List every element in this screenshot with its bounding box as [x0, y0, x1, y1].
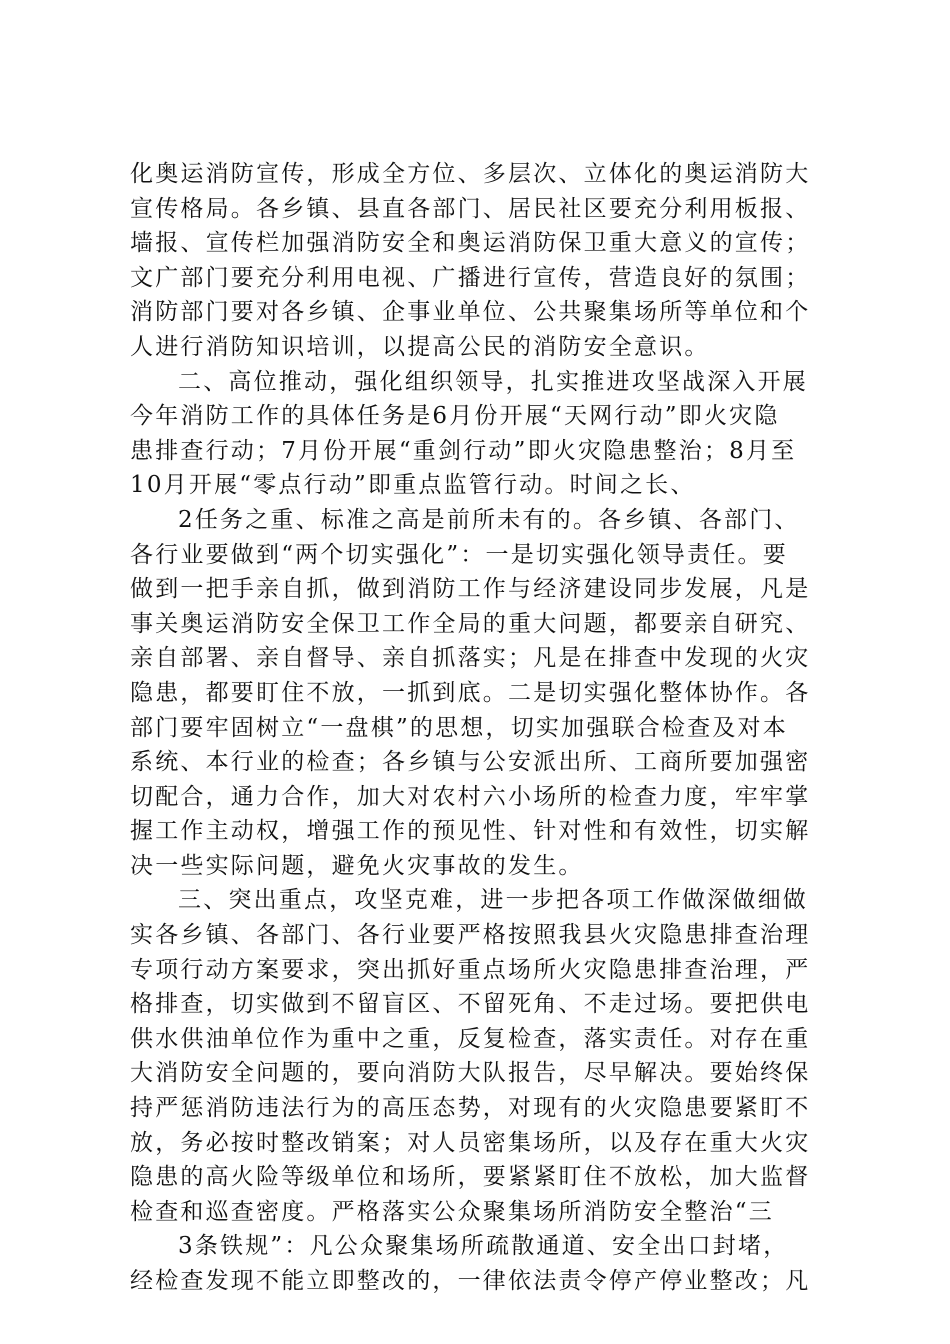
- text-line: 人进行消防知识培训，以提高公民的消防安全意识。: [130, 333, 710, 360]
- text-line: 放，务必按时整改销案；对人员密集场所，以及存在重大火灾: [130, 1129, 811, 1156]
- text-line: 供水供油单位作为重中之重，反复检查，落实责任。对存在重: [130, 1025, 811, 1052]
- text-line: 切配合，通力合作，加大对农村六小场所的检查力度，牢牢掌: [130, 783, 811, 810]
- text-line: 握工作主动权，增强工作的预见性、针对性和有效性，切实解: [130, 818, 811, 845]
- text-line: 10月开展“零点行动”即重点监管行动。时间之长、: [130, 472, 696, 499]
- text-line: 部门要牢固树立“一盘棋”的思想，切实加强联合检查及对本: [130, 714, 788, 741]
- text-line: 经检查发现不能立即整改的，一律依法责令停产停业整改；凡: [130, 1268, 811, 1294]
- text-line: 实各乡镇、各部门、各行业要严格按照我县火灾隐患排查治理: [130, 922, 811, 949]
- text-line: 决一些实际问题，避免火灾事故的发生。: [130, 852, 584, 879]
- text-line: 化奥运消防宣传，形成全方位、多层次、立体化的奥运消防大: [130, 161, 811, 187]
- text-line: 消防部门要对各乡镇、企事业单位、公共聚集场所等单位和个: [130, 299, 811, 326]
- text-line: 事关奥运消防安全保卫工作全局的重大问题，都要亲自研究、: [130, 610, 811, 637]
- text-line: 墙报、宣传栏加强消防安全和奥运消防保卫重大意义的宣传；: [130, 230, 811, 257]
- text-line: 文广部门要充分利用电视、广播进行宣传，营造良好的氛围；: [130, 264, 811, 291]
- text-line: 专项行动方案要求，突出抓好重点场所火灾隐患排查治理，严: [130, 956, 811, 983]
- text-line: 患排查行动；7月份开展“重剑行动”即火灾隐患整治；8月至: [130, 437, 797, 464]
- text-line: 宣传格局。各乡镇、县直各部门、居民社区要充分利用板报、: [130, 195, 811, 222]
- text-line: 持严惩消防违法行为的高压态势，对现有的火灾隐患要紧盯不: [130, 1095, 811, 1122]
- text-line: 三、突出重点，攻坚克难，进一步把各项工作做深做细做: [178, 887, 808, 914]
- body-text: [130, 157, 830, 1299]
- text-line: 系统、本行业的检查；各乡镇与公安派出所、工商所要加强密: [130, 749, 811, 776]
- text-line: 今年消防工作的具体任务是6月份开展“天网行动”即火灾隐: [130, 403, 780, 430]
- text-line: 2任务之重、标准之高是前所未有的。各乡镇、各部门、: [178, 506, 800, 533]
- text-line: 隐患，都要盯住不放，一抓到底。二是切实强化整体协作。各: [130, 679, 811, 706]
- text-line: 检查和巡查密度。严格落实公众聚集场所消防安全整治“三: [130, 1198, 774, 1225]
- text-line: 亲自部署、亲自督导、亲自抓落实；凡是在排查中发现的火灾: [130, 645, 811, 672]
- text-line: 大消防安全问题的，要向消防大队报告，尽早解决。要始终保: [130, 1060, 811, 1087]
- text-line: 做到一把手亲自抓，做到消防工作与经济建设同步发展，凡是: [130, 576, 811, 603]
- text-line: 隐患的高火险等级单位和场所，要紧紧盯住不放松，加大监督: [130, 1164, 811, 1191]
- text-line: 格排查，切实做到不留盲区、不留死角、不走过场。要把供电: [130, 991, 811, 1018]
- text-line: 各行业要做到“两个切实强化”：一是切实强化领导责任。要: [130, 541, 788, 568]
- text-line: 二、高位推动，强化组织领导，扎实推进攻坚战深入开展: [178, 368, 808, 395]
- text-line: 3条铁规”：凡公众聚集场所疏散通道、安全出口封堵，: [178, 1233, 789, 1260]
